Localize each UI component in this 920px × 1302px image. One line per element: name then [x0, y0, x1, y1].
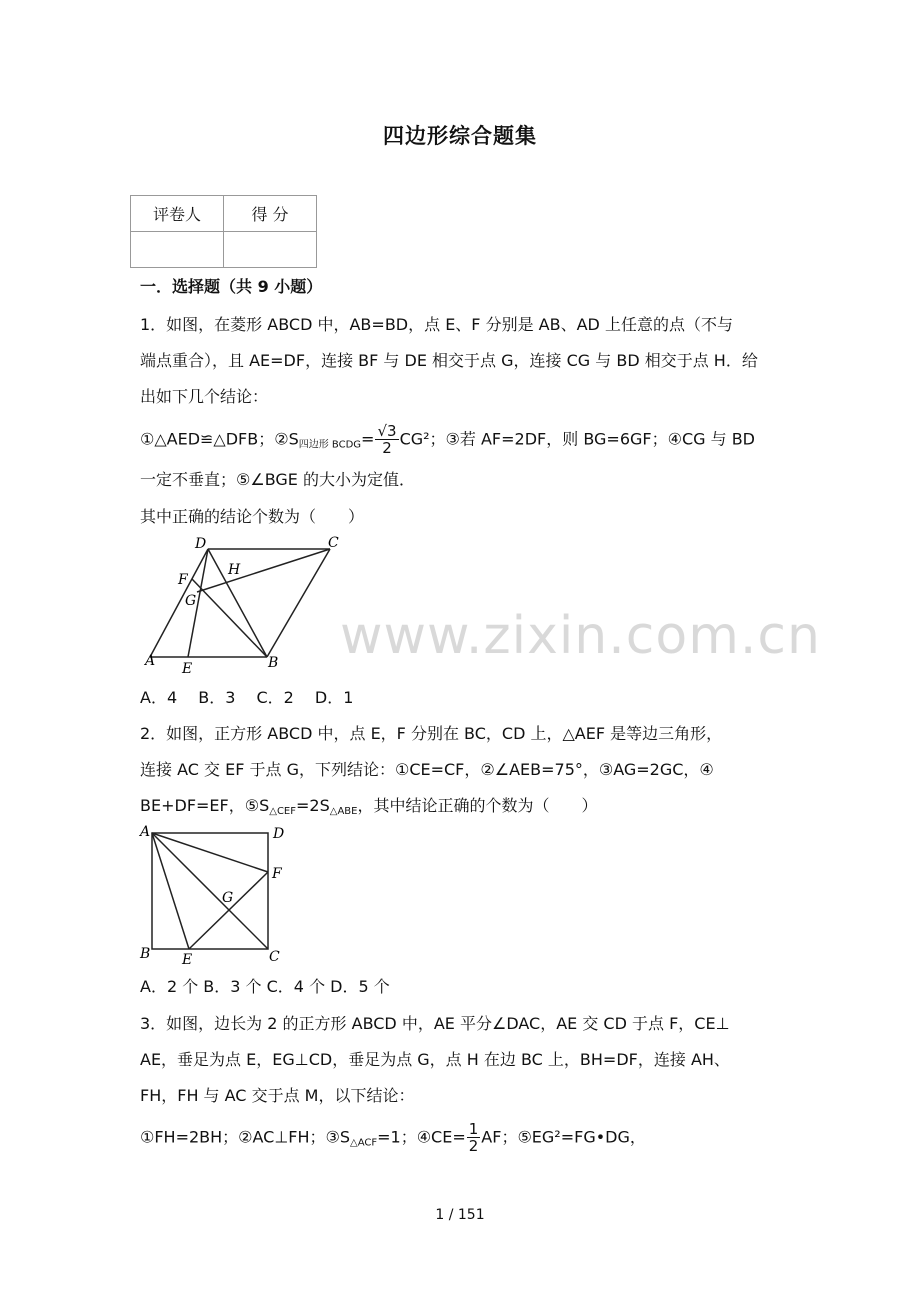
q2-l3-sub1: △CEF: [269, 806, 296, 817]
q2-label-B: B: [140, 946, 151, 962]
q2-line-1: 2．如图，正方形 ABCD 中，点 E，F 分别在 BC，CD 上，△AEF 是等边三角形，: [140, 724, 723, 743]
q1-label-B: B: [268, 655, 279, 671]
q2-l3-part-c: ，其中结论正确的个数为（ ）: [357, 796, 598, 815]
q2-label-A: A: [140, 824, 151, 840]
q1-label-C: C: [328, 535, 339, 551]
q3-frac-num: 1: [468, 1120, 479, 1138]
q1-l4-sub: 四边形 BCDG: [298, 439, 362, 451]
q1-frac-num: √3: [377, 422, 397, 440]
q2-l3-part-b: =2S: [296, 796, 330, 815]
q1-l4-part-c: CG²；③若 AF=2DF，则 BG=6GF；④CG 与 BD: [399, 429, 755, 449]
q1-line-1: 1．如图，在菱形 ABCD 中，AB=BD，点 E、F 分别是 AB、AD 上任意的点（不与: [140, 315, 733, 334]
q1-l4-part-a: ①△AED≌△DFB；②S: [140, 429, 299, 449]
q1-label-F: F: [178, 572, 188, 588]
q2-label-G: G: [222, 890, 234, 906]
q2-options: A．2 个 B．3 个 C．4 个 D．5 个: [140, 977, 390, 996]
q1-line-4: [140, 424, 755, 458]
q1-label-D: D: [195, 536, 207, 552]
q3-l4-part-b: =1；④CE=: [377, 1127, 466, 1147]
q3-fraction: [467, 1122, 481, 1154]
q1-l4-eq: =: [361, 429, 375, 449]
grader-cell: [131, 232, 224, 268]
q2-l3-sub2: △ABE: [329, 806, 358, 817]
q1-label-H: H: [228, 562, 241, 578]
page-title: 四边形综合题集: [383, 124, 537, 148]
q2-label-E: E: [182, 952, 193, 968]
q1-line-2: 端点重合），且 AE=DF，连接 BF 与 DE 相交于点 G，连接 CG 与 BD 相交于点 H．给: [140, 351, 758, 370]
q1-figure: [140, 534, 350, 676]
q1-frac-den: 2: [382, 439, 392, 457]
q2-line-3: [140, 794, 597, 824]
q3-l4-part-c: AF；⑤EG²=FG•DG，: [481, 1127, 646, 1147]
score-header: 得 分: [224, 196, 317, 232]
grader-header: 评卷人: [131, 196, 224, 232]
q2-line-2: 连接 AC 交 EF 于点 G，下列结论：①CE=CF，②∠AEB=75°，③AG=2GC，④: [140, 760, 714, 779]
q2-label-F: F: [272, 866, 282, 882]
grading-table: [130, 195, 317, 268]
q1-line-6: 其中正确的结论个数为（ ）: [140, 507, 365, 526]
q3-line-4: [140, 1122, 646, 1156]
q3-line-1: 3．如图，边长为 2 的正方形 ABCD 中，AE 平分∠DAC，AE 交 CD 于点 F，CE⊥: [140, 1014, 730, 1033]
q1-label-E: E: [182, 661, 193, 676]
q2-l3-part-a: BE+DF=EF，⑤S: [140, 796, 270, 815]
q3-line-2: AE，垂足为点 E，EG⊥CD，垂足为点 G，点 H 在边 BC 上，BH=DF，连接 AH、: [140, 1050, 730, 1069]
section-heading: 一．选择题（共 9 小题）: [140, 277, 323, 296]
q1-line-3: 出如下几个结论：: [140, 387, 269, 406]
q3-l4-sub: △ACF: [350, 1137, 378, 1149]
q1-label-G: G: [185, 593, 197, 609]
score-cell: [224, 232, 317, 268]
page-number: 1 / 151: [435, 1207, 485, 1223]
q1-fraction: [375, 424, 398, 456]
q1-label-A: A: [145, 653, 156, 669]
q2-figure: [136, 822, 296, 968]
watermark: www.zixin.com.cn: [340, 606, 821, 666]
q3-frac-den: 2: [468, 1137, 479, 1155]
q1-line-5: 一定不垂直；⑤∠BGE 的大小为定值．: [140, 470, 415, 489]
q2-label-D: D: [273, 826, 285, 842]
q2-label-C: C: [269, 949, 280, 965]
q1-options: A．4 B．3 C．2 D．1: [140, 688, 354, 707]
q3-line-3: FH，FH 与 AC 交于点 M，以下结论：: [140, 1086, 415, 1105]
q3-l4-part-a: ①FH=2BH；②AC⊥FH；③S: [140, 1127, 351, 1147]
